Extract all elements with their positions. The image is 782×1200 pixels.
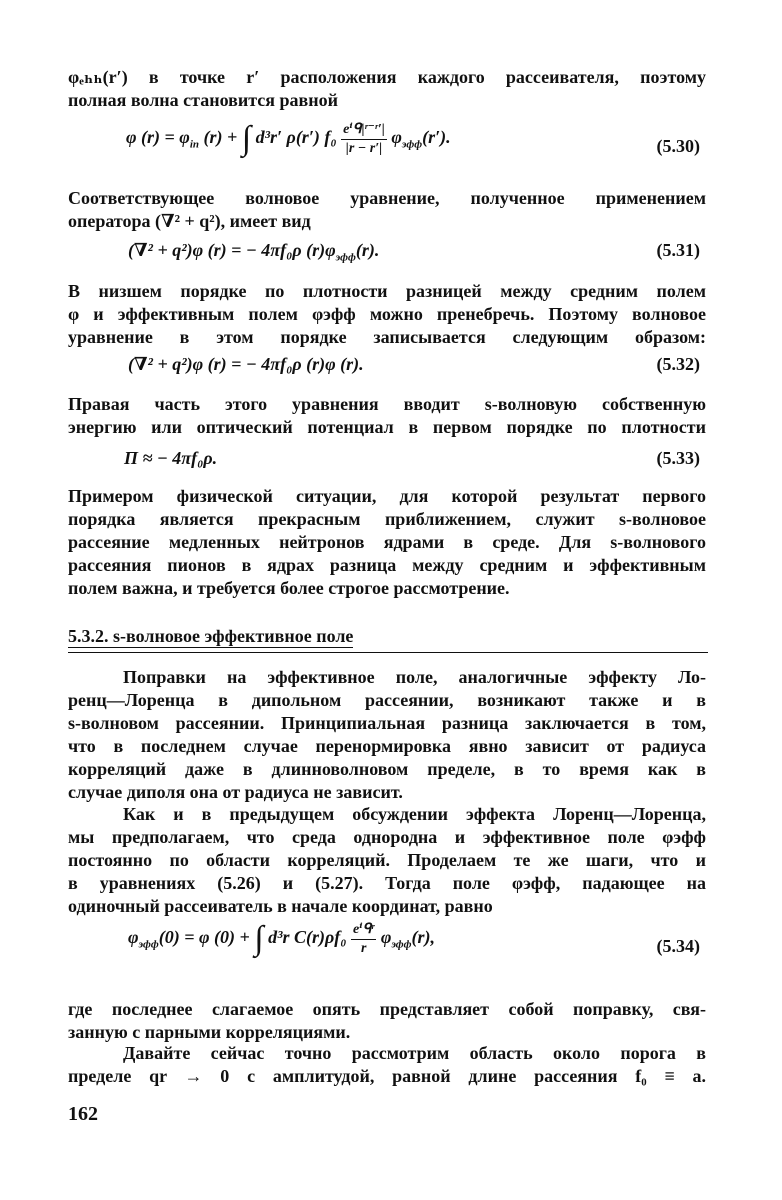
text-line: рассеяния пионов в ядрах разница между средним и эффективным [68, 555, 706, 575]
text-line: корреляций даже в длинноволновом пределе, в то время как в [68, 759, 706, 779]
text-line: полная волна становится равной [68, 90, 338, 110]
equation-number: (5.30) [656, 136, 700, 156]
text-line: φ и эффективным полем φэфф можно пренебречь. Поэтому волновое [68, 304, 706, 324]
page-number: 162 [68, 1103, 98, 1125]
eq-lhs-tail: (0) = φ (0) + [158, 927, 250, 948]
paragraph [68, 666, 706, 804]
eq-sub: эфф [138, 938, 159, 951]
text-line: одиночный рассеиватель в начале координат, равно [68, 896, 493, 916]
text-line: оператора (∇² + q²), имеет вид [68, 211, 311, 231]
text-line: где последнее слагаемое опять представляет собой поправку, свя- [68, 999, 706, 1019]
eq-tail-end: (r). [355, 240, 380, 260]
equation-number: (5.33) [656, 448, 700, 468]
text-line: Соответствующее волновое уравнение, полученное применением [68, 188, 706, 208]
paragraph [68, 485, 706, 600]
eq-sub: эфф [391, 938, 412, 951]
eq-lhs: φ [128, 927, 139, 948]
paragraph [68, 803, 706, 918]
text-line: В низшем порядке по плотности разницей между средним полем [68, 281, 706, 301]
text-line: Как и в предыдущем обсуждении эффекта Лоренц—Лоренца, [123, 804, 706, 824]
fraction-denominator: r [351, 939, 376, 956]
equation-5-32 [68, 352, 706, 378]
fraction [351, 923, 376, 956]
heading-rule [68, 652, 708, 653]
eq-body: Π ≈ − 4πf₀ρ. [124, 448, 218, 468]
fraction [341, 123, 387, 156]
equation-5-33 [68, 446, 706, 472]
equation-5-34 [68, 918, 706, 968]
text-line: занную с парными корреляциями. [68, 1022, 351, 1042]
paragraph [68, 187, 706, 233]
fraction-numerator: eⁱᑫ|ʳ⁻ʳ′| [343, 121, 385, 137]
fraction-denominator: |r − r′| [341, 139, 387, 156]
equation-5-30 [68, 122, 706, 162]
eq-body: (∇² + q²)φ (r) = − 4πf₀ρ (r)φ (r). [128, 354, 364, 374]
text-line: Давайте сейчас точно рассмотрим область около порога в [123, 1043, 706, 1063]
paragraph [68, 998, 706, 1044]
text-line: мы предполагаем, что среда однородна и эффективное поле φэфф [68, 827, 706, 847]
eq-integrand: d³r C(r)ρf₀ [268, 927, 347, 948]
text-line: порядка является прекрасным приближением, служит s-волновое [68, 509, 706, 529]
text-line: постоянно по области корреляций. Проделаем те же шаги, что и [68, 850, 706, 870]
text-line: φₑₕₕ(r′) в точке r′ расположения каждого рассеивателя, поэтому [68, 67, 706, 87]
paragraph [68, 280, 706, 349]
text-line: в уравнениях (5.26) и (5.27). Тогда поле φэфф, падающее на [68, 873, 706, 893]
equation-number: (5.32) [656, 354, 700, 374]
equation-5-31 [68, 238, 706, 264]
eq-integrand: d³r′ ρ(r′) f₀ [255, 127, 337, 148]
text-line: Поправки на эффективное поле, аналогичные эффекту Ло- [123, 667, 706, 687]
eq-lhs-tail: (r) + [203, 127, 238, 148]
text-line: уравнение в этом порядке записывается следующим образом: [68, 327, 706, 347]
eq-sub: in [189, 138, 199, 151]
text-line: пределе qr → 0 с амплитудой, равной длине рассеяния f₀ ≡ a. [68, 1066, 706, 1086]
eq-tail-end: (r), [411, 927, 436, 948]
integral-sign: ∫ [241, 120, 252, 157]
paragraph-continuation [68, 66, 706, 112]
eq-tail: φ [391, 127, 402, 148]
text-line: Правая часть этого уравнения вводит s-волновую собственную [68, 394, 706, 414]
paragraph [68, 393, 706, 439]
text-line: случае диполя она от радиуса не зависит. [68, 782, 403, 802]
eq-tail: φ [380, 927, 392, 948]
equation-number: (5.34) [656, 936, 700, 956]
eq-sub: эфф [335, 251, 356, 264]
eq-sub: эфф [401, 138, 423, 151]
equation-number: (5.31) [656, 240, 700, 260]
eq-body: (∇² + q²)φ (r) = − 4πf₀ρ (r)φ [128, 240, 336, 260]
section-heading-text: 5.3.2. s-волновое эффективное поле [68, 626, 354, 646]
fraction-numerator: eⁱᑫʳ [353, 921, 375, 937]
text-line: что в последнем случае перенормировка явно зависит от радиуса [68, 736, 706, 756]
integral-sign: ∫ [254, 920, 264, 957]
text-line: s-волновом рассеянии. Принципиальная разница заключается в том, [68, 713, 706, 733]
text-line: энергию или оптический потенциал в первом порядке по плотности [68, 417, 706, 437]
text-line: полем важна, и требуется более строгое рассмотрение. [68, 578, 510, 598]
section-heading [68, 626, 353, 647]
paragraph [68, 1042, 706, 1088]
text-line: рассеяние медленных нейтронов ядрами в среде. Для s-волнового [68, 532, 706, 552]
text-line: ренц—Лоренца в дипольном рассеянии, возникают также и в [68, 690, 706, 710]
eq-lhs: φ (r) = φ [126, 127, 190, 148]
text-line: Примером физической ситуации, для которой результат первого [68, 486, 706, 506]
eq-tail-end: (r′). [422, 127, 451, 148]
